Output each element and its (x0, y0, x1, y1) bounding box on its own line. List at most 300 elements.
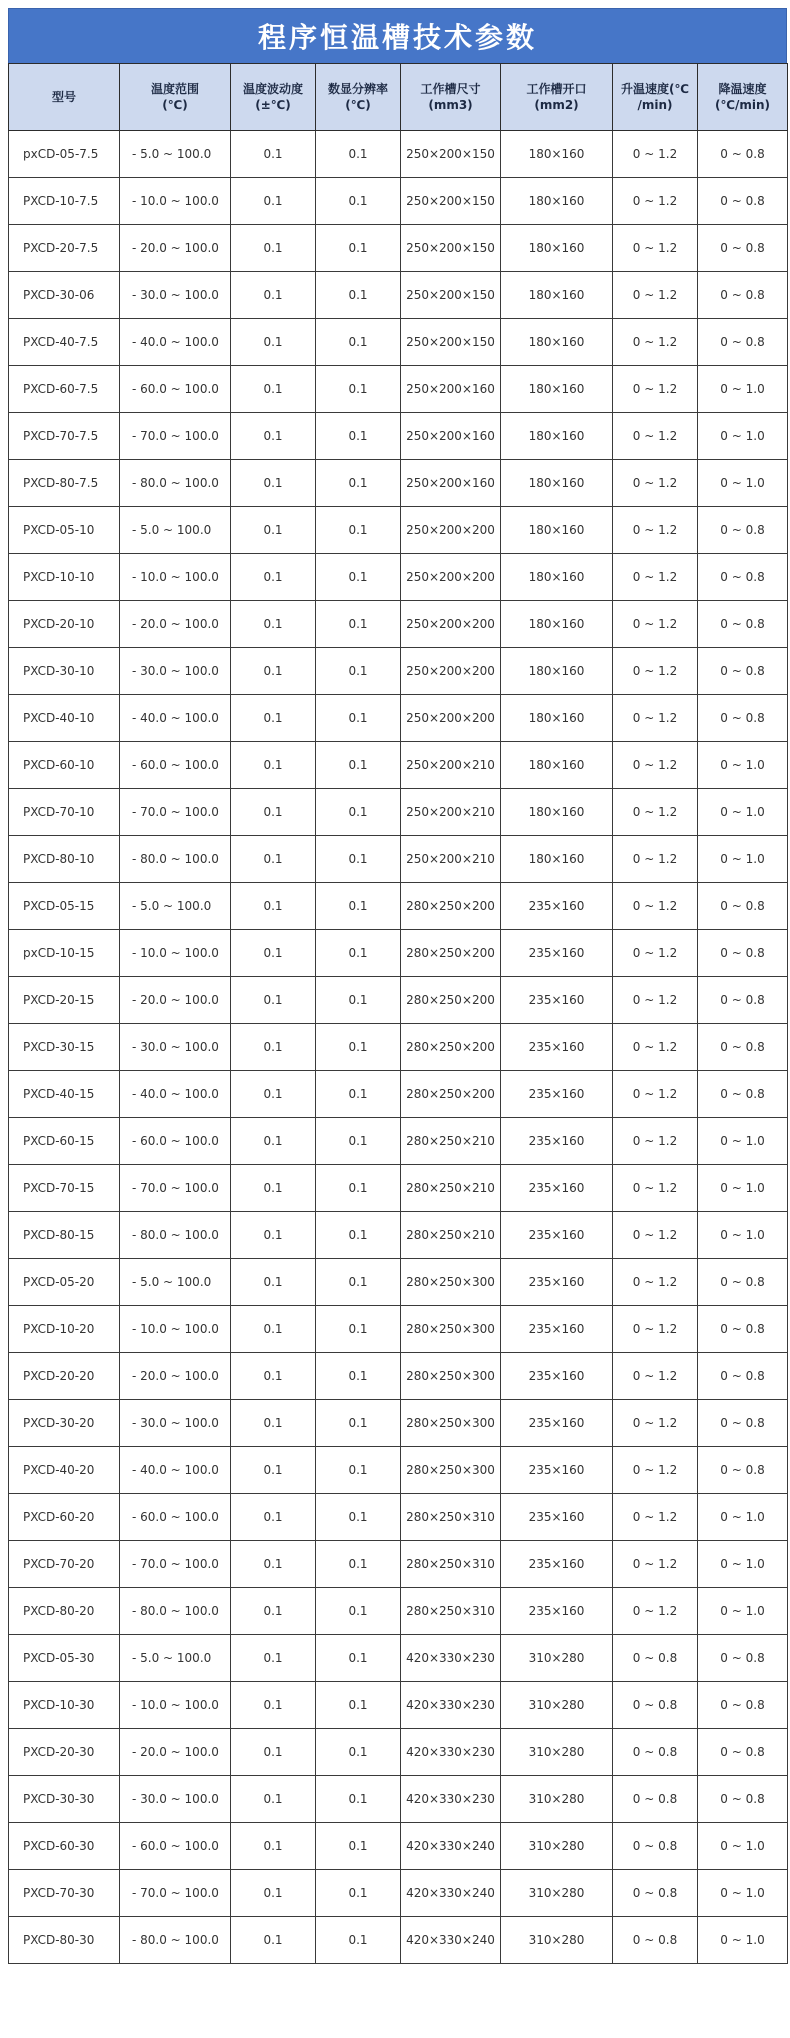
heating-rate-cell: 0 ~ 1.2 (613, 554, 698, 601)
bath-opening-cell: 310×280 (501, 1917, 613, 1964)
temp-range-cell: - 80.0 ~ 100.0 (120, 1917, 231, 1964)
bath-size-cell: 280×250×210 (401, 1165, 501, 1212)
bath-opening-cell: 235×160 (501, 1306, 613, 1353)
temp-range-cell: - 60.0 ~ 100.0 (120, 742, 231, 789)
fluctuation-cell: 0.1 (231, 930, 316, 977)
model-cell: PXCD-40-20 (9, 1447, 120, 1494)
bath-opening-cell: 180×160 (501, 319, 613, 366)
cooling-rate-cell: 0 ~ 0.8 (698, 1259, 788, 1306)
temp-range-cell: - 40.0 ~ 100.0 (120, 1447, 231, 1494)
model-cell: PXCD-60-15 (9, 1118, 120, 1165)
bath-opening-cell: 235×160 (501, 977, 613, 1024)
col-header-bath-opening: 工作槽开口 (mm2) (501, 64, 613, 131)
model-cell: PXCD-80-7.5 (9, 460, 120, 507)
fluctuation-cell: 0.1 (231, 366, 316, 413)
bath-opening-cell: 310×280 (501, 1635, 613, 1682)
resolution-cell: 0.1 (316, 1447, 401, 1494)
model-cell: PXCD-30-10 (9, 648, 120, 695)
table-row (9, 883, 788, 930)
model-cell: PXCD-30-15 (9, 1024, 120, 1071)
bath-opening-cell: 235×160 (501, 1541, 613, 1588)
temp-range-cell: - 10.0 ~ 100.0 (120, 1306, 231, 1353)
temp-range-cell: - 5.0 ~ 100.0 (120, 1635, 231, 1682)
heating-rate-cell: 0 ~ 1.2 (613, 883, 698, 930)
resolution-cell: 0.1 (316, 554, 401, 601)
bath-opening-cell: 310×280 (501, 1870, 613, 1917)
table-row (9, 695, 788, 742)
cooling-rate-cell: 0 ~ 0.8 (698, 695, 788, 742)
fluctuation-cell: 0.1 (231, 131, 316, 178)
resolution-cell: 0.1 (316, 1118, 401, 1165)
temp-range-cell: - 70.0 ~ 100.0 (120, 1541, 231, 1588)
cooling-rate-cell: 0 ~ 0.8 (698, 131, 788, 178)
resolution-cell: 0.1 (316, 507, 401, 554)
model-cell: PXCD-05-10 (9, 507, 120, 554)
table-row (9, 131, 788, 178)
table-row (9, 836, 788, 883)
col-header-heating-rate: 升温速度(℃ /min) (613, 64, 698, 131)
cooling-rate-cell: 0 ~ 1.0 (698, 1588, 788, 1635)
fluctuation-cell: 0.1 (231, 1870, 316, 1917)
table-row (9, 507, 788, 554)
bath-size-cell: 250×200×150 (401, 225, 501, 272)
table-row (9, 977, 788, 1024)
bath-size-cell: 250×200×200 (401, 695, 501, 742)
bath-opening-cell: 310×280 (501, 1823, 613, 1870)
cooling-rate-cell: 0 ~ 1.0 (698, 1118, 788, 1165)
model-cell: PXCD-20-7.5 (9, 225, 120, 272)
bath-size-cell: 420×330×230 (401, 1682, 501, 1729)
bath-opening-cell: 235×160 (501, 1353, 613, 1400)
temp-range-cell: - 5.0 ~ 100.0 (120, 1259, 231, 1306)
heating-rate-cell: 0 ~ 1.2 (613, 413, 698, 460)
table-row (9, 1870, 788, 1917)
heating-rate-cell: 0 ~ 1.2 (613, 742, 698, 789)
fluctuation-cell: 0.1 (231, 1823, 316, 1870)
table-body (9, 131, 788, 1964)
table-row (9, 272, 788, 319)
fluctuation-cell: 0.1 (231, 1071, 316, 1118)
cooling-rate-cell: 0 ~ 0.8 (698, 1635, 788, 1682)
model-cell: PXCD-20-30 (9, 1729, 120, 1776)
cooling-rate-cell: 0 ~ 0.8 (698, 1071, 788, 1118)
fluctuation-cell: 0.1 (231, 1682, 316, 1729)
bath-size-cell: 280×250×300 (401, 1259, 501, 1306)
temp-range-cell: - 60.0 ~ 100.0 (120, 366, 231, 413)
fluctuation-cell: 0.1 (231, 601, 316, 648)
temp-range-cell: - 60.0 ~ 100.0 (120, 1494, 231, 1541)
bath-opening-cell: 180×160 (501, 178, 613, 225)
fluctuation-cell: 0.1 (231, 1259, 316, 1306)
temp-range-cell: - 70.0 ~ 100.0 (120, 789, 231, 836)
model-cell: PXCD-40-7.5 (9, 319, 120, 366)
bath-opening-cell: 235×160 (501, 1447, 613, 1494)
bath-size-cell: 420×330×230 (401, 1635, 501, 1682)
temp-range-cell: - 80.0 ~ 100.0 (120, 1588, 231, 1635)
table-row (9, 1917, 788, 1964)
model-cell: PXCD-60-30 (9, 1823, 120, 1870)
table-row (9, 1071, 788, 1118)
model-cell: PXCD-20-10 (9, 601, 120, 648)
bath-opening-cell: 180×160 (501, 366, 613, 413)
heating-rate-cell: 0 ~ 0.8 (613, 1917, 698, 1964)
model-cell: PXCD-10-7.5 (9, 178, 120, 225)
heating-rate-cell: 0 ~ 1.2 (613, 1447, 698, 1494)
model-cell: PXCD-10-30 (9, 1682, 120, 1729)
resolution-cell: 0.1 (316, 131, 401, 178)
bath-opening-cell: 180×160 (501, 507, 613, 554)
cooling-rate-cell: 0 ~ 1.0 (698, 742, 788, 789)
table-row (9, 601, 788, 648)
cooling-rate-cell: 0 ~ 0.8 (698, 1776, 788, 1823)
table-row (9, 1306, 788, 1353)
cooling-rate-cell: 0 ~ 1.0 (698, 836, 788, 883)
table-title: 程序恒温槽技术参数 (8, 8, 787, 63)
heating-rate-cell: 0 ~ 1.2 (613, 1212, 698, 1259)
bath-opening-cell: 180×160 (501, 225, 613, 272)
temp-range-cell: - 20.0 ~ 100.0 (120, 601, 231, 648)
cooling-rate-cell: 0 ~ 1.0 (698, 1917, 788, 1964)
col-header-display-resolution: 数显分辨率 (℃) (316, 64, 401, 131)
bath-size-cell: 280×250×300 (401, 1353, 501, 1400)
table-row (9, 178, 788, 225)
bath-size-cell: 250×200×210 (401, 742, 501, 789)
cooling-rate-cell: 0 ~ 0.8 (698, 319, 788, 366)
fluctuation-cell: 0.1 (231, 1729, 316, 1776)
model-cell: PXCD-30-30 (9, 1776, 120, 1823)
resolution-cell: 0.1 (316, 366, 401, 413)
heating-rate-cell: 0 ~ 1.2 (613, 1541, 698, 1588)
heating-rate-cell: 0 ~ 1.2 (613, 601, 698, 648)
bath-size-cell: 250×200×150 (401, 131, 501, 178)
model-cell: PXCD-70-20 (9, 1541, 120, 1588)
table-row (9, 1635, 788, 1682)
cooling-rate-cell: 0 ~ 1.0 (698, 413, 788, 460)
fluctuation-cell: 0.1 (231, 460, 316, 507)
bath-opening-cell: 180×160 (501, 554, 613, 601)
fluctuation-cell: 0.1 (231, 1353, 316, 1400)
resolution-cell: 0.1 (316, 272, 401, 319)
temp-range-cell: - 20.0 ~ 100.0 (120, 225, 231, 272)
bath-size-cell: 420×330×240 (401, 1917, 501, 1964)
model-cell: PXCD-80-10 (9, 836, 120, 883)
resolution-cell: 0.1 (316, 789, 401, 836)
table-row (9, 366, 788, 413)
bath-size-cell: 250×200×150 (401, 178, 501, 225)
temp-range-cell: - 20.0 ~ 100.0 (120, 1353, 231, 1400)
cooling-rate-cell: 0 ~ 1.0 (698, 1823, 788, 1870)
col-header-model: 型号 (9, 64, 120, 131)
heating-rate-cell: 0 ~ 1.2 (613, 789, 698, 836)
bath-size-cell: 250×200×210 (401, 836, 501, 883)
model-cell: PXCD-60-10 (9, 742, 120, 789)
heating-rate-cell: 0 ~ 1.2 (613, 1259, 698, 1306)
bath-opening-cell: 235×160 (501, 1071, 613, 1118)
heating-rate-cell: 0 ~ 1.2 (613, 695, 698, 742)
table-row (9, 1588, 788, 1635)
col-header-temp-range: 温度范围 (℃) (120, 64, 231, 131)
table-row (9, 1024, 788, 1071)
resolution-cell: 0.1 (316, 1165, 401, 1212)
bath-opening-cell: 235×160 (501, 1165, 613, 1212)
heating-rate-cell: 0 ~ 1.2 (613, 507, 698, 554)
table-row (9, 1165, 788, 1212)
bath-opening-cell: 180×160 (501, 742, 613, 789)
bath-opening-cell: 180×160 (501, 131, 613, 178)
cooling-rate-cell: 0 ~ 1.0 (698, 1494, 788, 1541)
fluctuation-cell: 0.1 (231, 1588, 316, 1635)
bath-opening-cell: 180×160 (501, 601, 613, 648)
heating-rate-cell: 0 ~ 1.2 (613, 1118, 698, 1165)
model-cell: PXCD-80-15 (9, 1212, 120, 1259)
bath-opening-cell: 180×160 (501, 272, 613, 319)
temp-range-cell: - 10.0 ~ 100.0 (120, 930, 231, 977)
table-row (9, 1118, 788, 1165)
table-row (9, 460, 788, 507)
col-header-bath-size: 工作槽尺寸 (mm3) (401, 64, 501, 131)
cooling-rate-cell: 0 ~ 0.8 (698, 648, 788, 695)
resolution-cell: 0.1 (316, 413, 401, 460)
bath-opening-cell: 310×280 (501, 1682, 613, 1729)
temp-range-cell: - 40.0 ~ 100.0 (120, 1071, 231, 1118)
model-cell: PXCD-40-15 (9, 1071, 120, 1118)
cooling-rate-cell: 0 ~ 0.8 (698, 977, 788, 1024)
heating-rate-cell: 0 ~ 1.2 (613, 836, 698, 883)
temp-range-cell: - 40.0 ~ 100.0 (120, 319, 231, 366)
resolution-cell: 0.1 (316, 648, 401, 695)
resolution-cell: 0.1 (316, 836, 401, 883)
bath-opening-cell: 235×160 (501, 1259, 613, 1306)
heating-rate-cell: 0 ~ 1.2 (613, 131, 698, 178)
bath-opening-cell: 180×160 (501, 648, 613, 695)
fluctuation-cell: 0.1 (231, 789, 316, 836)
bath-opening-cell: 235×160 (501, 1024, 613, 1071)
resolution-cell: 0.1 (316, 1870, 401, 1917)
temp-range-cell: - 80.0 ~ 100.0 (120, 1212, 231, 1259)
temp-range-cell: - 20.0 ~ 100.0 (120, 977, 231, 1024)
bath-size-cell: 250×200×200 (401, 601, 501, 648)
bath-size-cell: 250×200×160 (401, 366, 501, 413)
table-row (9, 225, 788, 272)
resolution-cell: 0.1 (316, 742, 401, 789)
model-cell: PXCD-70-7.5 (9, 413, 120, 460)
heating-rate-cell: 0 ~ 1.2 (613, 272, 698, 319)
spec-table (8, 63, 788, 1964)
cooling-rate-cell: 0 ~ 0.8 (698, 1400, 788, 1447)
heating-rate-cell: 0 ~ 0.8 (613, 1823, 698, 1870)
bath-opening-cell: 180×160 (501, 836, 613, 883)
cooling-rate-cell: 0 ~ 0.8 (698, 930, 788, 977)
bath-size-cell: 420×330×240 (401, 1870, 501, 1917)
table-row (9, 413, 788, 460)
bath-size-cell: 420×330×230 (401, 1776, 501, 1823)
model-cell: PXCD-05-15 (9, 883, 120, 930)
resolution-cell: 0.1 (316, 1917, 401, 1964)
fluctuation-cell: 0.1 (231, 319, 316, 366)
fluctuation-cell: 0.1 (231, 1400, 316, 1447)
table-row (9, 1682, 788, 1729)
table-row (9, 554, 788, 601)
bath-size-cell: 280×250×300 (401, 1447, 501, 1494)
bath-size-cell: 280×250×200 (401, 883, 501, 930)
heating-rate-cell: 0 ~ 0.8 (613, 1635, 698, 1682)
fluctuation-cell: 0.1 (231, 1917, 316, 1964)
table-row (9, 1823, 788, 1870)
temp-range-cell: - 20.0 ~ 100.0 (120, 1729, 231, 1776)
temp-range-cell: - 30.0 ~ 100.0 (120, 272, 231, 319)
table-row (9, 930, 788, 977)
spec-sheet (8, 8, 787, 1964)
cooling-rate-cell: 0 ~ 1.0 (698, 1541, 788, 1588)
temp-range-cell: - 70.0 ~ 100.0 (120, 1165, 231, 1212)
fluctuation-cell: 0.1 (231, 648, 316, 695)
fluctuation-cell: 0.1 (231, 836, 316, 883)
temp-range-cell: - 80.0 ~ 100.0 (120, 460, 231, 507)
bath-size-cell: 280×250×210 (401, 1118, 501, 1165)
model-cell: PXCD-05-30 (9, 1635, 120, 1682)
bath-size-cell: 420×330×230 (401, 1729, 501, 1776)
model-cell: PXCD-30-06 (9, 272, 120, 319)
bath-size-cell: 420×330×240 (401, 1823, 501, 1870)
cooling-rate-cell: 0 ~ 0.8 (698, 1729, 788, 1776)
model-cell: pxCD-10-15 (9, 930, 120, 977)
resolution-cell: 0.1 (316, 1823, 401, 1870)
heating-rate-cell: 0 ~ 1.2 (613, 225, 698, 272)
bath-size-cell: 280×250×310 (401, 1588, 501, 1635)
table-row (9, 1729, 788, 1776)
cooling-rate-cell: 0 ~ 1.0 (698, 1165, 788, 1212)
model-cell: PXCD-10-10 (9, 554, 120, 601)
heating-rate-cell: 0 ~ 1.2 (613, 930, 698, 977)
table-row (9, 742, 788, 789)
temp-range-cell: - 70.0 ~ 100.0 (120, 1870, 231, 1917)
resolution-cell: 0.1 (316, 1776, 401, 1823)
resolution-cell: 0.1 (316, 1212, 401, 1259)
heating-rate-cell: 0 ~ 1.2 (613, 1494, 698, 1541)
temp-range-cell: - 5.0 ~ 100.0 (120, 883, 231, 930)
bath-size-cell: 250×200×160 (401, 413, 501, 460)
fluctuation-cell: 0.1 (231, 1635, 316, 1682)
heating-rate-cell: 0 ~ 1.2 (613, 1165, 698, 1212)
cooling-rate-cell: 0 ~ 0.8 (698, 1306, 788, 1353)
model-cell: PXCD-60-7.5 (9, 366, 120, 413)
cooling-rate-cell: 0 ~ 0.8 (698, 1447, 788, 1494)
bath-size-cell: 250×200×200 (401, 648, 501, 695)
bath-size-cell: 280×250×210 (401, 1212, 501, 1259)
cooling-rate-cell: 0 ~ 0.8 (698, 601, 788, 648)
bath-opening-cell: 310×280 (501, 1776, 613, 1823)
bath-opening-cell: 235×160 (501, 883, 613, 930)
cooling-rate-cell: 0 ~ 0.8 (698, 554, 788, 601)
cooling-rate-cell: 0 ~ 1.0 (698, 460, 788, 507)
model-cell: PXCD-05-20 (9, 1259, 120, 1306)
heating-rate-cell: 0 ~ 1.2 (613, 178, 698, 225)
temp-range-cell: - 30.0 ~ 100.0 (120, 648, 231, 695)
fluctuation-cell: 0.1 (231, 1306, 316, 1353)
temp-range-cell: - 30.0 ~ 100.0 (120, 1024, 231, 1071)
bath-size-cell: 250×200×210 (401, 789, 501, 836)
cooling-rate-cell: 0 ~ 0.8 (698, 225, 788, 272)
fluctuation-cell: 0.1 (231, 225, 316, 272)
bath-size-cell: 280×250×300 (401, 1400, 501, 1447)
model-cell: PXCD-80-30 (9, 1917, 120, 1964)
resolution-cell: 0.1 (316, 1353, 401, 1400)
heating-rate-cell: 0 ~ 1.2 (613, 1024, 698, 1071)
model-cell: pxCD-05-7.5 (9, 131, 120, 178)
model-cell: PXCD-10-20 (9, 1306, 120, 1353)
fluctuation-cell: 0.1 (231, 1494, 316, 1541)
cooling-rate-cell: 0 ~ 0.8 (698, 178, 788, 225)
heating-rate-cell: 0 ~ 0.8 (613, 1870, 698, 1917)
bath-size-cell: 280×250×200 (401, 1071, 501, 1118)
resolution-cell: 0.1 (316, 977, 401, 1024)
fluctuation-cell: 0.1 (231, 695, 316, 742)
resolution-cell: 0.1 (316, 1682, 401, 1729)
temp-range-cell: - 10.0 ~ 100.0 (120, 1682, 231, 1729)
bath-size-cell: 280×250×310 (401, 1541, 501, 1588)
fluctuation-cell: 0.1 (231, 413, 316, 460)
bath-size-cell: 280×250×200 (401, 1024, 501, 1071)
heating-rate-cell: 0 ~ 1.2 (613, 319, 698, 366)
resolution-cell: 0.1 (316, 1635, 401, 1682)
temp-range-cell: - 5.0 ~ 100.0 (120, 131, 231, 178)
table-row (9, 1447, 788, 1494)
heating-rate-cell: 0 ~ 0.8 (613, 1776, 698, 1823)
model-cell: PXCD-40-10 (9, 695, 120, 742)
header-row (9, 64, 788, 131)
heating-rate-cell: 0 ~ 0.8 (613, 1729, 698, 1776)
bath-size-cell: 250×200×200 (401, 554, 501, 601)
heating-rate-cell: 0 ~ 1.2 (613, 1400, 698, 1447)
model-cell: PXCD-70-10 (9, 789, 120, 836)
heating-rate-cell: 0 ~ 1.2 (613, 648, 698, 695)
cooling-rate-cell: 0 ~ 0.8 (698, 507, 788, 554)
fluctuation-cell: 0.1 (231, 1024, 316, 1071)
bath-opening-cell: 310×280 (501, 1729, 613, 1776)
temp-range-cell: - 40.0 ~ 100.0 (120, 695, 231, 742)
heating-rate-cell: 0 ~ 1.2 (613, 1071, 698, 1118)
bath-size-cell: 250×200×150 (401, 272, 501, 319)
resolution-cell: 0.1 (316, 1541, 401, 1588)
resolution-cell: 0.1 (316, 225, 401, 272)
resolution-cell: 0.1 (316, 695, 401, 742)
fluctuation-cell: 0.1 (231, 977, 316, 1024)
bath-size-cell: 280×250×200 (401, 930, 501, 977)
temp-range-cell: - 30.0 ~ 100.0 (120, 1776, 231, 1823)
fluctuation-cell: 0.1 (231, 554, 316, 601)
bath-opening-cell: 235×160 (501, 1118, 613, 1165)
cooling-rate-cell: 0 ~ 1.0 (698, 1870, 788, 1917)
model-cell: PXCD-60-20 (9, 1494, 120, 1541)
cooling-rate-cell: 0 ~ 1.0 (698, 789, 788, 836)
model-cell: PXCD-80-20 (9, 1588, 120, 1635)
cooling-rate-cell: 0 ~ 0.8 (698, 1682, 788, 1729)
col-header-cooling-rate: 降温速度 (℃/min) (698, 64, 788, 131)
model-cell: PXCD-30-20 (9, 1400, 120, 1447)
resolution-cell: 0.1 (316, 319, 401, 366)
fluctuation-cell: 0.1 (231, 1776, 316, 1823)
table-row (9, 1400, 788, 1447)
table-row (9, 1212, 788, 1259)
bath-opening-cell: 235×160 (501, 1400, 613, 1447)
temp-range-cell: - 60.0 ~ 100.0 (120, 1823, 231, 1870)
table-row (9, 319, 788, 366)
model-cell: PXCD-20-15 (9, 977, 120, 1024)
resolution-cell: 0.1 (316, 1588, 401, 1635)
bath-size-cell: 280×250×200 (401, 977, 501, 1024)
heating-rate-cell: 0 ~ 1.2 (613, 1588, 698, 1635)
table-row (9, 1776, 788, 1823)
